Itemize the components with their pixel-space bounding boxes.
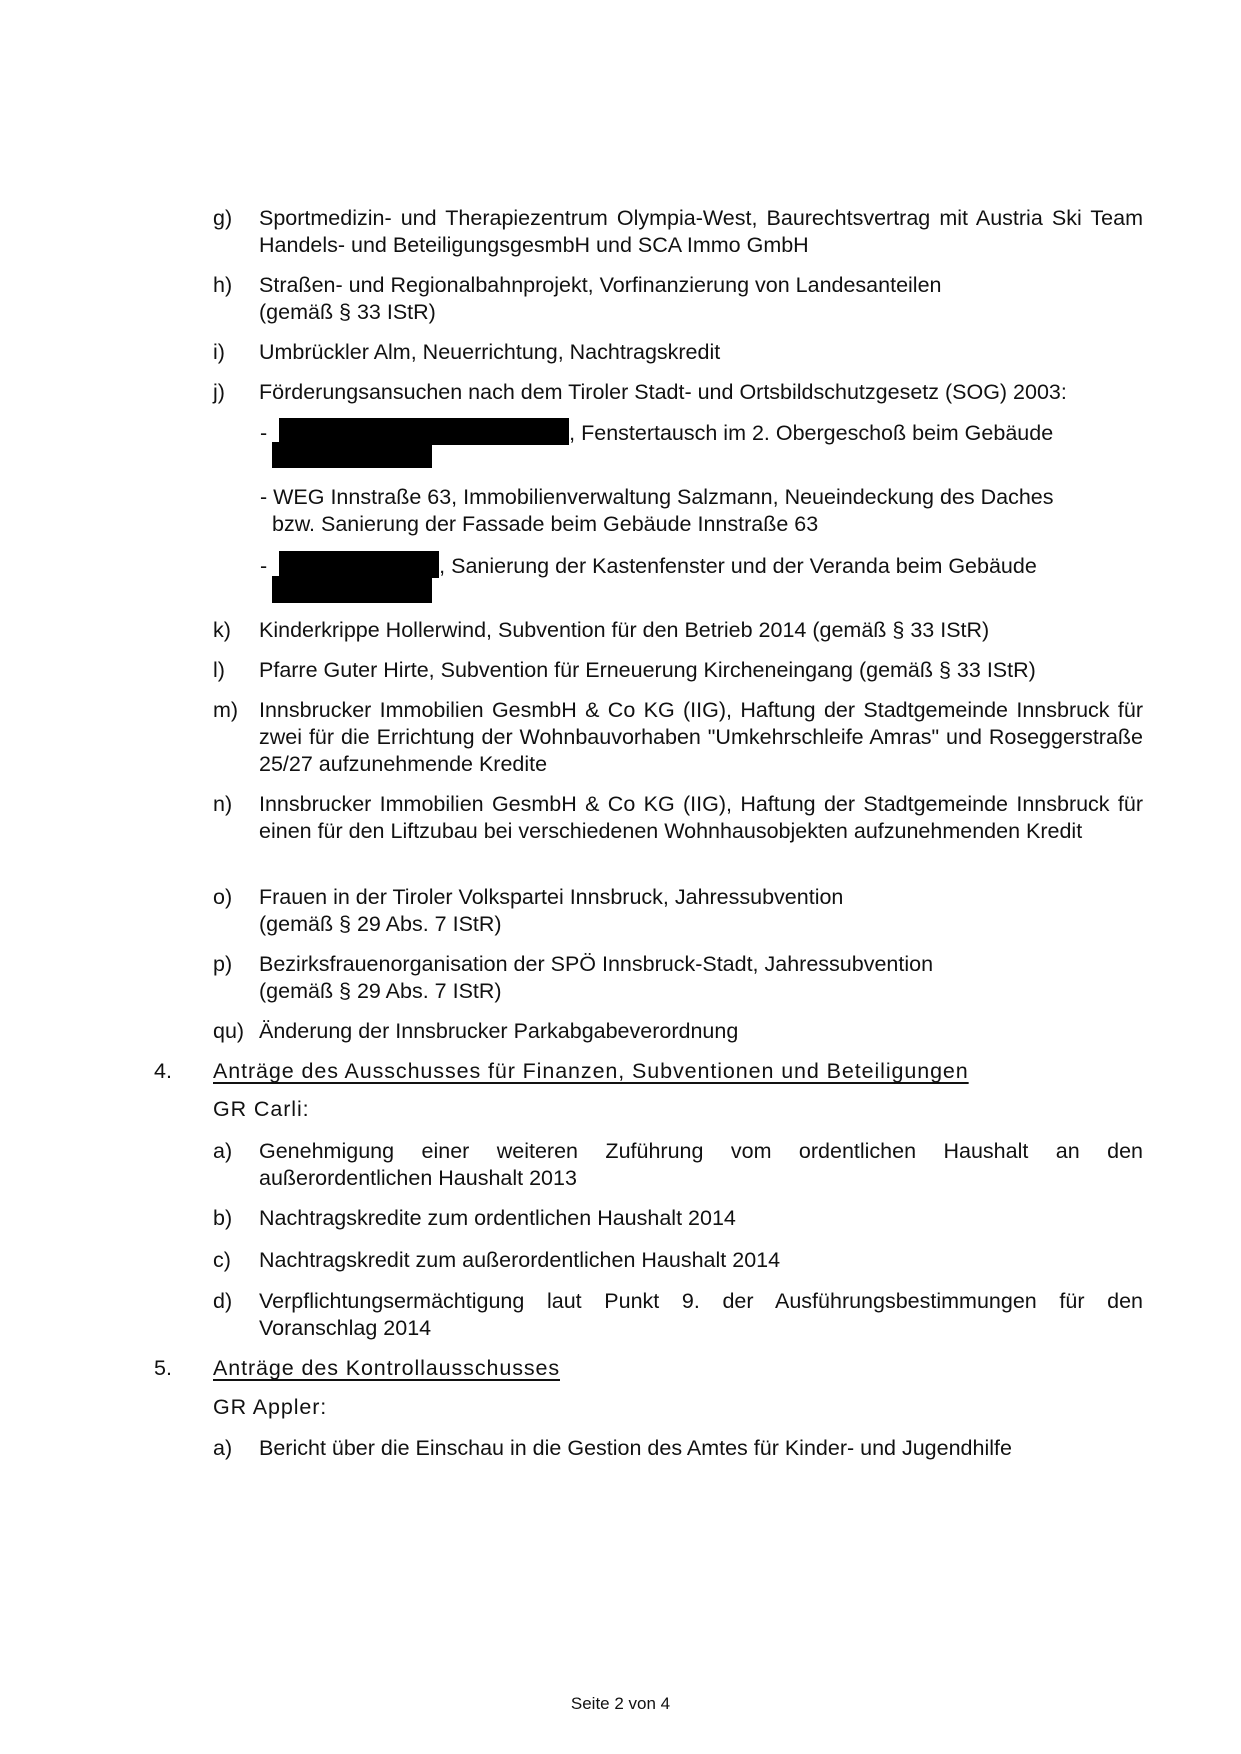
section-4-item-c	[213, 1247, 1143, 1274]
item-label: h)	[213, 273, 233, 297]
item-text: Genehmigung einer weiteren Zuführung vom ordentlichen Haushalt an den außerordentlichen Haushalt 2013	[259, 1139, 1143, 1190]
item-text: Änderung der Innsbrucker Parkabgabeverordnung	[259, 1019, 739, 1043]
agenda-item-h	[213, 272, 1143, 326]
item-label: m)	[213, 698, 239, 722]
section-4-item-b	[213, 1205, 1143, 1232]
item-text: Nachtragskredite zum ordentlichen Haushalt 2014	[259, 1206, 736, 1230]
item-text: Pfarre Guter Hirte, Subvention für Erneuerung Kircheneingang (gemäß § 33 IStR)	[259, 658, 1036, 682]
item-text: Bericht über die Einschau in die Gestion des Amtes für Kinder- und Jugendhilfe	[259, 1436, 1012, 1460]
item-text-line: (gemäß § 29 Abs. 7 IStR)	[259, 912, 502, 936]
agenda-item-j	[213, 379, 1143, 406]
subitem-text-line: bzw. Sanierung der Fassade beim Gebäude Innstraße 63	[272, 512, 819, 536]
subitem-text: , Fenstertausch im 2. Obergeschoß beim Gebäude	[569, 421, 1054, 445]
item-label: k)	[213, 618, 231, 642]
agenda-item-i	[213, 339, 1143, 366]
agenda-item-qu	[213, 1018, 1143, 1045]
section-4-speaker: GR Carli:	[213, 1097, 310, 1121]
item-label: l)	[213, 658, 225, 682]
section-5-speaker: GR Appler:	[213, 1395, 328, 1419]
subitem-weg-innstrasse	[260, 484, 1140, 538]
item-label: qu)	[213, 1019, 245, 1043]
redaction-block	[272, 442, 432, 468]
section-4-item-a	[213, 1138, 1143, 1192]
item-text	[259, 884, 1143, 938]
item-label: a)	[213, 1436, 233, 1460]
item-text: Nachtragskredit zum außerordentlichen Haushalt 2014	[259, 1248, 781, 1272]
agenda-item-n	[213, 791, 1143, 845]
agenda-item-g	[213, 205, 1143, 259]
item-label: d)	[213, 1289, 233, 1313]
redaction-block	[272, 576, 432, 603]
section-5-number: 5.	[154, 1356, 172, 1380]
redaction-block	[279, 418, 569, 445]
item-text-line: Bezirksfrauenorganisation der SPÖ Innsbruck-Stadt, Jahressubvention	[259, 952, 934, 976]
item-label: n)	[213, 792, 233, 816]
item-text-line: (gemäß § 33 IStR)	[259, 300, 436, 324]
item-text: Förderungsansuchen nach dem Tiroler Stadt- und Ortsbildschutzgesetz (SOG) 2003:	[259, 380, 1067, 404]
section-4-item-d	[213, 1288, 1143, 1342]
agenda-item-m	[213, 697, 1143, 778]
item-label: a)	[213, 1139, 233, 1163]
item-label: p)	[213, 952, 233, 976]
item-label: i)	[213, 340, 225, 364]
item-text: Innsbrucker Immobilien GesmbH & Co KG (IIG), Haftung der Stadtgemeinde Innsbruck für zwei für die Errichtung der Wohnbauvorhaben "Umkehrschleife Amras" und Roseggerstraße 25/27 aufzunehmende Kredite	[259, 698, 1143, 776]
page-number: Seite 2 von 4	[570, 1694, 671, 1713]
item-text	[259, 272, 1143, 326]
section-4-number: 4.	[154, 1059, 172, 1083]
agenda-item-l	[213, 657, 1143, 684]
subitem-text: , Sanierung der Kastenfenster und der Veranda beim Gebäude	[439, 554, 1037, 578]
item-text-line: (gemäß § 29 Abs. 7 IStR)	[259, 979, 502, 1003]
agenda-item-o	[213, 884, 1143, 938]
agenda-item-k	[213, 617, 1143, 644]
subitem-dash: -	[260, 554, 268, 578]
item-text: Innsbrucker Immobilien GesmbH & Co KG (IIG), Haftung der Stadtgemeinde Innsbruck für einen für den Liftzubau bei verschiedenen Wohnhausobjekten aufzunehmenden Kredit	[259, 792, 1143, 843]
section-4-heading: Anträge des Ausschusses für Finanzen, Subventionen und Beteiligungen	[213, 1059, 969, 1083]
item-label: o)	[213, 885, 233, 909]
subitem-dash: -	[260, 421, 268, 445]
section-5-heading: Anträge des Kontrollausschusses	[213, 1356, 560, 1380]
subitem-text-line: - WEG Innstraße 63, Immobilienverwaltung Salzmann, Neueindeckung des Daches	[260, 485, 1054, 509]
item-label: c)	[213, 1248, 231, 1272]
item-text	[259, 951, 1143, 1005]
item-label: g)	[213, 206, 233, 230]
item-label: b)	[213, 1206, 233, 1230]
item-text: Verpflichtungsermächtigung laut Punkt 9. der Ausführungsbestimmungen für den Voranschlag 2014	[259, 1289, 1143, 1340]
item-text-line: Straßen- und Regionalbahnprojekt, Vorfinanzierung von Landesanteilen	[259, 273, 942, 297]
item-text: Sportmedizin- und Therapiezentrum Olympia-West, Baurechtsvertrag mit Austria Ski Team Handels- und BeteiligungsgesmbH und SCA Immo GmbH	[259, 206, 1143, 257]
redaction-block	[279, 551, 439, 578]
agenda-item-p	[213, 951, 1143, 1005]
item-text: Umbrückler Alm, Neuerrichtung, Nachtragskredit	[259, 340, 721, 364]
item-label: j)	[213, 380, 225, 404]
section-5-item-a	[213, 1435, 1143, 1462]
item-text-line: Frauen in der Tiroler Volkspartei Innsbruck, Jahressubvention	[259, 885, 844, 909]
item-text: Kinderkrippe Hollerwind, Subvention für den Betrieb 2014 (gemäß § 33 IStR)	[259, 618, 990, 642]
